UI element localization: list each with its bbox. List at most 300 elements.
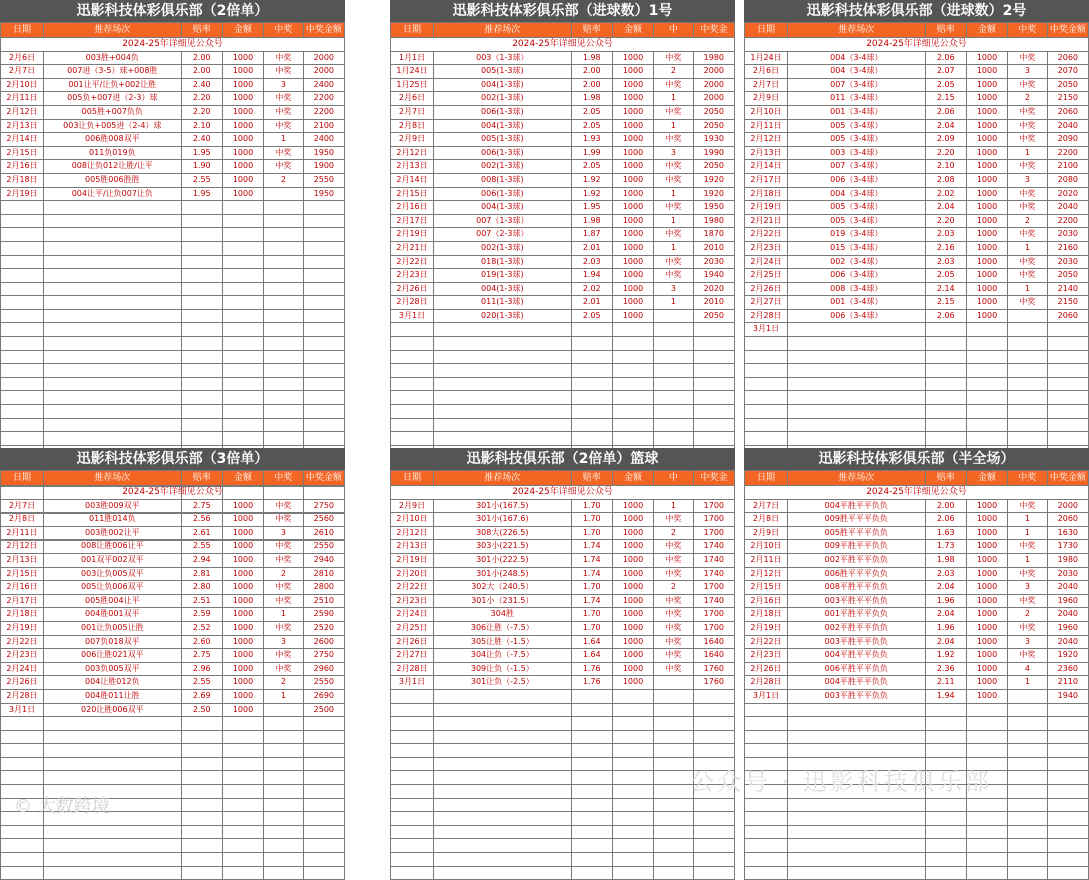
table-cell: 1000 bbox=[966, 513, 1007, 527]
table-cell: 中奖 bbox=[1008, 228, 1048, 242]
table-cell: 1 bbox=[1008, 553, 1048, 567]
empty-cell bbox=[44, 269, 182, 283]
table-cell: 中奖 bbox=[264, 540, 304, 554]
table-cell: 1000 bbox=[222, 146, 263, 160]
table-cell: 1980 bbox=[693, 214, 734, 228]
table-cell: 3 bbox=[654, 282, 694, 296]
empty-cell bbox=[925, 853, 966, 867]
empty-cell bbox=[181, 269, 222, 283]
empty-row bbox=[1, 432, 345, 446]
table-cell: 2月28日 bbox=[745, 309, 788, 323]
empty-cell bbox=[264, 405, 304, 419]
empty-cell bbox=[264, 241, 304, 255]
empty-cell bbox=[44, 418, 182, 432]
empty-cell bbox=[303, 296, 344, 310]
empty-row bbox=[391, 703, 735, 717]
table-cell: 2月10日 bbox=[745, 540, 788, 554]
column-header: 金额 bbox=[222, 23, 263, 38]
table-cell: 2月18日 bbox=[745, 608, 788, 622]
table-cell bbox=[1047, 323, 1088, 337]
empty-cell bbox=[966, 405, 1007, 419]
empty-cell bbox=[1, 771, 44, 785]
empty-cell bbox=[745, 703, 788, 717]
empty-cell bbox=[788, 377, 926, 391]
table-cell: 2090 bbox=[1047, 133, 1088, 147]
empty-cell bbox=[264, 282, 304, 296]
table-cell: 003平胜平平负负 bbox=[788, 635, 926, 649]
table-cell: 中奖 bbox=[264, 499, 304, 513]
empty-cell bbox=[654, 717, 694, 731]
table-cell: 1月25日 bbox=[391, 78, 434, 92]
table-row bbox=[1, 608, 345, 622]
table-cell: 2月17日 bbox=[1, 594, 44, 608]
empty-row bbox=[745, 853, 1089, 867]
empty-row bbox=[391, 825, 735, 839]
column-header: 赔率 bbox=[571, 23, 612, 38]
empty-cell bbox=[693, 377, 734, 391]
table-cell: 中奖 bbox=[264, 119, 304, 133]
table-cell: 2940 bbox=[303, 553, 344, 567]
table-cell: 1920 bbox=[1047, 649, 1088, 663]
table-row bbox=[1, 635, 345, 649]
table-cell: 2070 bbox=[1047, 65, 1088, 79]
empty-cell bbox=[222, 323, 263, 337]
table-cell: 2月22日 bbox=[391, 255, 434, 269]
empty-cell bbox=[654, 377, 694, 391]
empty-cell bbox=[264, 798, 304, 812]
empty-cell bbox=[693, 866, 734, 880]
table-cell: 2月6日 bbox=[391, 92, 434, 106]
table-cell: 1000 bbox=[612, 540, 653, 554]
table-cell: 中奖 bbox=[264, 105, 304, 119]
column-header: 推荐场次 bbox=[44, 471, 182, 486]
empty-cell bbox=[693, 337, 734, 351]
table-cell: 2月19日 bbox=[391, 228, 434, 242]
empty-cell bbox=[612, 391, 653, 405]
table-row bbox=[745, 540, 1089, 554]
table-cell: 中奖 bbox=[1008, 78, 1048, 92]
table-cell: 1000 bbox=[222, 676, 263, 690]
table-cell: 2.55 bbox=[181, 676, 222, 690]
table-row bbox=[745, 608, 1089, 622]
table-cell: 2.96 bbox=[181, 662, 222, 676]
table-cell: 1000 bbox=[966, 282, 1007, 296]
table-cell: 2.75 bbox=[181, 499, 222, 513]
empty-cell bbox=[44, 201, 182, 215]
table-cell: 2月19日 bbox=[391, 553, 434, 567]
empty-cell bbox=[44, 377, 182, 391]
table-cell: 2 bbox=[264, 676, 304, 690]
empty-cell bbox=[693, 703, 734, 717]
table-row bbox=[391, 594, 735, 608]
table-cell: 2 bbox=[264, 173, 304, 187]
column-header: 推荐场次 bbox=[434, 23, 572, 38]
table-cell: 2.03 bbox=[571, 255, 612, 269]
table-cell: 2.20 bbox=[181, 105, 222, 119]
empty-cell bbox=[654, 703, 694, 717]
empty-row bbox=[745, 418, 1089, 432]
table-cell: 2080 bbox=[1047, 173, 1088, 187]
table-cell: 中奖 bbox=[654, 662, 694, 676]
table-cell: 中奖 bbox=[1008, 119, 1048, 133]
empty-row bbox=[391, 757, 735, 771]
empty-cell bbox=[44, 757, 182, 771]
empty-row bbox=[1, 825, 345, 839]
table-cell: 2月22日 bbox=[745, 228, 788, 242]
empty-row bbox=[1, 839, 345, 853]
empty-cell bbox=[303, 323, 344, 337]
empty-cell bbox=[612, 418, 653, 432]
empty-cell bbox=[391, 825, 434, 839]
table-cell: 中奖 bbox=[264, 594, 304, 608]
table-cell: 2月26日 bbox=[391, 635, 434, 649]
empty-cell bbox=[745, 853, 788, 867]
table-cell: 3 bbox=[264, 526, 304, 540]
empty-cell bbox=[264, 771, 304, 785]
empty-cell bbox=[303, 337, 344, 351]
table-cell: 中奖 bbox=[1008, 621, 1048, 635]
empty-cell bbox=[181, 825, 222, 839]
table-cell: 1000 bbox=[612, 214, 653, 228]
empty-cell bbox=[222, 214, 263, 228]
empty-cell bbox=[222, 866, 263, 880]
empty-cell bbox=[181, 337, 222, 351]
table-cell: 1000 bbox=[966, 635, 1007, 649]
table-row bbox=[745, 594, 1089, 608]
table-cell: 1000 bbox=[612, 513, 653, 527]
empty-cell bbox=[391, 853, 434, 867]
table-cell: 006胜008双平 bbox=[44, 133, 182, 147]
table-cell: 1000 bbox=[222, 105, 263, 119]
table-cell: 2.05 bbox=[571, 105, 612, 119]
table-cell: 1000 bbox=[612, 649, 653, 663]
empty-cell bbox=[264, 269, 304, 283]
table-row bbox=[745, 499, 1089, 513]
empty-cell bbox=[1, 853, 44, 867]
empty-cell bbox=[303, 309, 344, 323]
panel-title: 迅影科技体彩俱乐部（进球数）1号 bbox=[390, 0, 735, 22]
empty-cell bbox=[1047, 825, 1088, 839]
empty-cell bbox=[391, 812, 434, 826]
table-cell bbox=[654, 676, 694, 690]
table-row bbox=[391, 662, 735, 676]
table-cell: 2810 bbox=[303, 567, 344, 581]
panel-title: 迅影科技俱乐部（2倍单）篮球 bbox=[390, 448, 735, 470]
table-cell: 1000 bbox=[612, 635, 653, 649]
table-cell: 2750 bbox=[303, 499, 344, 513]
table-cell: 1700 bbox=[693, 621, 734, 635]
table-cell: 2.00 bbox=[925, 499, 966, 513]
empty-cell bbox=[1, 866, 44, 880]
table-row bbox=[391, 105, 735, 119]
table-cell: 001（3-4球） bbox=[788, 296, 926, 310]
table-cell: 302大（240.5） bbox=[434, 581, 572, 595]
table-cell: 003让负+005进（2-4）球 bbox=[44, 119, 182, 133]
empty-cell bbox=[391, 377, 434, 391]
empty-cell bbox=[1047, 350, 1088, 364]
panel-basketball bbox=[390, 448, 735, 880]
empty-row bbox=[745, 866, 1089, 880]
empty-cell bbox=[612, 405, 653, 419]
empty-cell bbox=[303, 269, 344, 283]
table-row bbox=[391, 78, 735, 92]
empty-cell bbox=[745, 825, 788, 839]
table-cell: 003平胜平平负负 bbox=[788, 689, 926, 703]
table-cell: 4 bbox=[1008, 662, 1048, 676]
table-cell: 1000 bbox=[966, 540, 1007, 554]
table-cell: 1 bbox=[1008, 241, 1048, 255]
table-cell: 1000 bbox=[222, 513, 263, 527]
empty-cell bbox=[654, 364, 694, 378]
table-cell: 2960 bbox=[303, 662, 344, 676]
empty-cell bbox=[44, 350, 182, 364]
empty-cell bbox=[303, 405, 344, 419]
table-cell: 3 bbox=[1008, 581, 1048, 595]
table-cell: 1000 bbox=[966, 201, 1007, 215]
empty-cell bbox=[434, 432, 572, 446]
table-cell: 019（3-4球） bbox=[788, 228, 926, 242]
table-cell: 004让胜012负 bbox=[44, 676, 182, 690]
table-cell: 2020 bbox=[1047, 187, 1088, 201]
table-cell: 1000 bbox=[222, 540, 263, 554]
empty-cell bbox=[654, 323, 694, 337]
empty-cell bbox=[222, 717, 263, 731]
table-cell: 2.94 bbox=[181, 553, 222, 567]
table-cell: 005(1-3球) bbox=[434, 133, 572, 147]
table-cell: 1000 bbox=[966, 296, 1007, 310]
table-row bbox=[1, 581, 345, 595]
empty-row bbox=[1, 866, 345, 880]
table-cell: 1000 bbox=[612, 581, 653, 595]
empty-cell bbox=[222, 228, 263, 242]
empty-cell bbox=[925, 717, 966, 731]
empty-cell bbox=[925, 825, 966, 839]
table-cell: 005(1-3球) bbox=[434, 65, 572, 79]
empty-cell bbox=[693, 689, 734, 703]
table-cell: 2月7日 bbox=[1, 499, 44, 513]
header-row bbox=[745, 23, 1089, 38]
table-cell: 301让负（-2.5） bbox=[434, 676, 572, 690]
table-cell: 1.74 bbox=[571, 567, 612, 581]
empty-cell bbox=[303, 255, 344, 269]
table-cell: 2月6日 bbox=[745, 65, 788, 79]
empty-cell bbox=[264, 839, 304, 853]
empty-cell bbox=[264, 391, 304, 405]
table-cell: 2.60 bbox=[181, 635, 222, 649]
empty-cell bbox=[222, 269, 263, 283]
table-cell: 中奖 bbox=[1008, 567, 1048, 581]
header-row bbox=[745, 471, 1089, 486]
table-cell: 2月11日 bbox=[1, 92, 44, 106]
table-row bbox=[745, 269, 1089, 283]
empty-cell bbox=[745, 432, 788, 446]
table-cell: 2.05 bbox=[925, 78, 966, 92]
empty-cell bbox=[1047, 853, 1088, 867]
table-cell: 2月10日 bbox=[1, 78, 44, 92]
empty-cell bbox=[391, 337, 434, 351]
table-cell: 1.98 bbox=[925, 553, 966, 567]
table-cell: 2.05 bbox=[571, 160, 612, 174]
table-row bbox=[391, 581, 735, 595]
table-cell: 1740 bbox=[693, 540, 734, 554]
empty-cell bbox=[693, 744, 734, 758]
empty-cell bbox=[966, 744, 1007, 758]
column-header: 赔率 bbox=[181, 471, 222, 486]
table-cell: 2 bbox=[654, 526, 694, 540]
table-cell: 2月7日 bbox=[391, 105, 434, 119]
table-row bbox=[1, 65, 345, 79]
empty-row bbox=[745, 405, 1089, 419]
empty-cell bbox=[303, 432, 344, 446]
table-cell: 1000 bbox=[612, 201, 653, 215]
empty-cell bbox=[745, 337, 788, 351]
table-cell: 2月13日 bbox=[1, 553, 44, 567]
empty-cell bbox=[303, 744, 344, 758]
table-cell: 1.64 bbox=[571, 635, 612, 649]
table-cell: 1000 bbox=[966, 146, 1007, 160]
table-cell: 2月10日 bbox=[745, 105, 788, 119]
table-cell: 中奖 bbox=[1008, 499, 1048, 513]
table-row bbox=[1, 119, 345, 133]
table-cell: 1.90 bbox=[181, 160, 222, 174]
table-cell: 2510 bbox=[303, 594, 344, 608]
table-cell: 1960 bbox=[1047, 594, 1088, 608]
table-row bbox=[1, 173, 345, 187]
table-cell: 1990 bbox=[693, 146, 734, 160]
table-cell: 001让负005让胜 bbox=[44, 621, 182, 635]
table-cell: 301小(167.6) bbox=[434, 513, 572, 527]
table-cell: 005胜+007负负 bbox=[44, 105, 182, 119]
table-cell: 2月9日 bbox=[391, 133, 434, 147]
table-cell: 中奖 bbox=[654, 173, 694, 187]
table-cell: 1000 bbox=[966, 689, 1007, 703]
data-table bbox=[390, 22, 735, 459]
table-cell: 2.08 bbox=[925, 173, 966, 187]
empty-cell bbox=[1047, 717, 1088, 731]
empty-cell bbox=[654, 866, 694, 880]
table-cell: 2月13日 bbox=[1, 119, 44, 133]
empty-cell bbox=[303, 839, 344, 853]
table-cell: 304让负（-7.5） bbox=[434, 649, 572, 663]
table-cell: 2550 bbox=[303, 540, 344, 554]
empty-row bbox=[745, 337, 1089, 351]
table-cell: 2月15日 bbox=[1, 146, 44, 160]
table-cell: 2.06 bbox=[925, 309, 966, 323]
empty-cell bbox=[788, 350, 926, 364]
panel-goals-1 bbox=[390, 0, 735, 459]
table-cell: 1.92 bbox=[925, 649, 966, 663]
table-row bbox=[391, 214, 735, 228]
table-row bbox=[745, 649, 1089, 663]
table-cell: 1 bbox=[654, 119, 694, 133]
table-cell: 中奖 bbox=[1008, 105, 1048, 119]
empty-cell bbox=[654, 771, 694, 785]
table-cell: 004（3-4球） bbox=[788, 51, 926, 65]
table-cell: 2610 bbox=[303, 526, 344, 540]
table-cell: 1000 bbox=[222, 526, 263, 540]
table-cell bbox=[654, 309, 694, 323]
table-cell: 2060 bbox=[1047, 309, 1088, 323]
table-cell: 2.07 bbox=[925, 65, 966, 79]
table-cell: 1 bbox=[264, 689, 304, 703]
column-header: 金额 bbox=[612, 471, 653, 486]
table-cell: 2月15日 bbox=[745, 581, 788, 595]
empty-cell bbox=[966, 853, 1007, 867]
empty-cell bbox=[693, 730, 734, 744]
table-cell: 中奖 bbox=[654, 160, 694, 174]
empty-cell bbox=[1047, 337, 1088, 351]
empty-cell bbox=[434, 839, 572, 853]
empty-cell bbox=[1008, 730, 1048, 744]
empty-cell bbox=[693, 364, 734, 378]
empty-cell bbox=[303, 866, 344, 880]
empty-cell bbox=[264, 296, 304, 310]
empty-cell bbox=[925, 839, 966, 853]
empty-cell bbox=[1, 269, 44, 283]
empty-cell bbox=[925, 377, 966, 391]
table-cell: 005胜004让平 bbox=[44, 594, 182, 608]
column-header: 中奖 bbox=[1008, 23, 1048, 38]
table-row bbox=[745, 296, 1089, 310]
column-header: 中 bbox=[654, 23, 694, 38]
table-cell: 1000 bbox=[966, 594, 1007, 608]
table-cell: 中奖 bbox=[654, 269, 694, 283]
table-cell: 1000 bbox=[612, 65, 653, 79]
table-cell: 2030 bbox=[1047, 255, 1088, 269]
empty-row bbox=[391, 717, 735, 731]
empty-cell bbox=[222, 364, 263, 378]
empty-cell bbox=[1008, 703, 1048, 717]
table-cell: 1000 bbox=[966, 92, 1007, 106]
table-row bbox=[1, 92, 345, 106]
table-cell: 2月24日 bbox=[391, 608, 434, 622]
empty-cell bbox=[966, 717, 1007, 731]
empty-cell bbox=[788, 744, 926, 758]
empty-cell bbox=[654, 391, 694, 405]
table-cell: 2110 bbox=[1047, 676, 1088, 690]
empty-cell bbox=[391, 771, 434, 785]
table-cell: 1980 bbox=[1047, 553, 1088, 567]
table-cell: 1.70 bbox=[571, 581, 612, 595]
table-cell: 304胜 bbox=[434, 608, 572, 622]
table-cell: 1.95 bbox=[571, 201, 612, 215]
table-cell: 1.92 bbox=[571, 187, 612, 201]
table-cell: 1.70 bbox=[571, 608, 612, 622]
empty-row bbox=[745, 350, 1089, 364]
table-cell: 1920 bbox=[693, 187, 734, 201]
table-cell: 1000 bbox=[612, 553, 653, 567]
empty-cell bbox=[925, 391, 966, 405]
empty-cell bbox=[693, 853, 734, 867]
empty-row bbox=[1, 405, 345, 419]
empty-cell bbox=[434, 853, 572, 867]
empty-cell bbox=[181, 296, 222, 310]
table-cell: 2060 bbox=[1047, 105, 1088, 119]
empty-cell bbox=[1008, 364, 1048, 378]
column-header: 赔率 bbox=[925, 471, 966, 486]
table-cell: 2.03 bbox=[925, 255, 966, 269]
empty-cell bbox=[571, 866, 612, 880]
table-cell: 1000 bbox=[612, 662, 653, 676]
empty-cell bbox=[788, 703, 926, 717]
empty-cell bbox=[571, 391, 612, 405]
empty-cell bbox=[44, 730, 182, 744]
empty-cell bbox=[693, 432, 734, 446]
table-cell: 1000 bbox=[222, 173, 263, 187]
table-cell: 2月28日 bbox=[391, 296, 434, 310]
table-cell: 2月21日 bbox=[745, 214, 788, 228]
empty-cell bbox=[391, 391, 434, 405]
